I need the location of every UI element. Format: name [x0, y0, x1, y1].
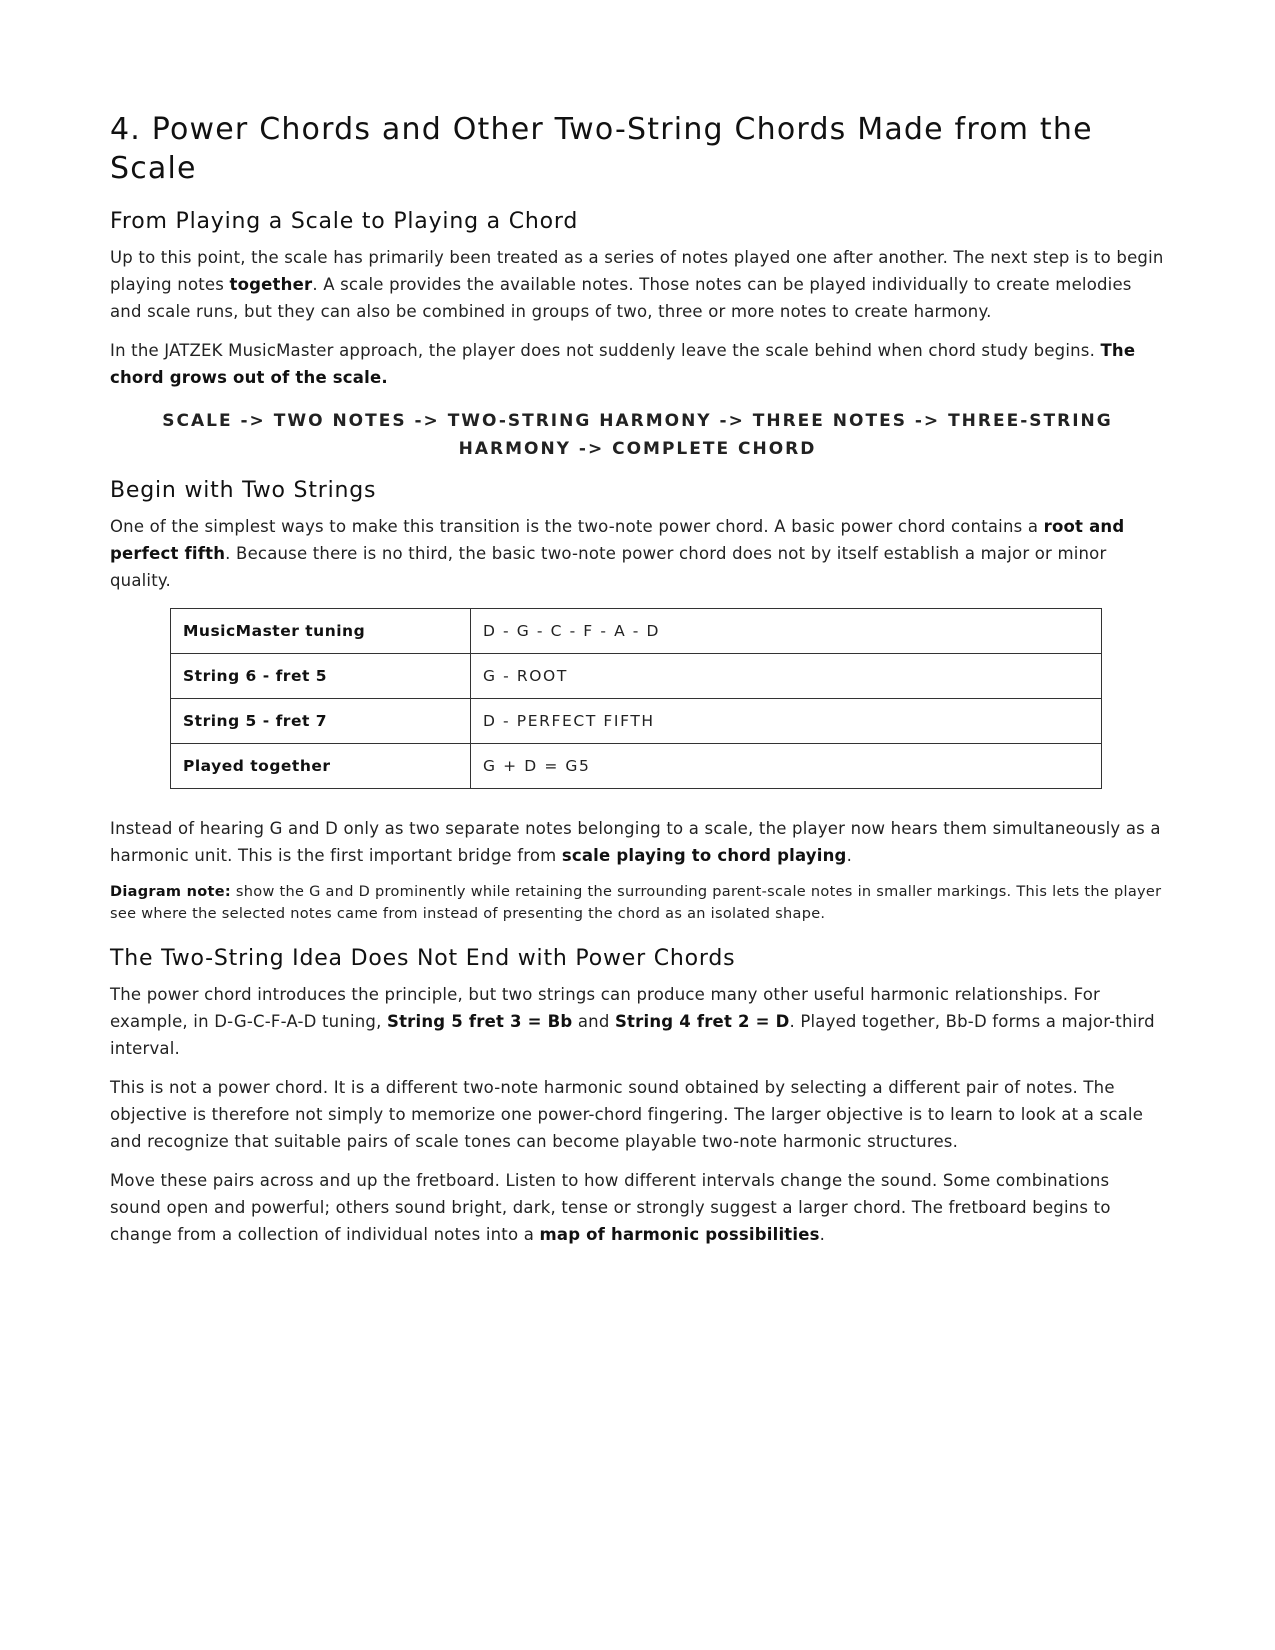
progression-flow: SCALE -> TWO NOTES -> TWO-STRING HARMONY -> THREE NOTES -> THREE-STRING HARMONY -> COMPLETE CHORD	[162, 411, 1113, 459]
paragraph-power-chord	[110, 513, 1165, 594]
text-run: . Because there is no third, the basic two-note power chord does not by itself establish a major or minor quality.	[110, 544, 1107, 590]
text-run: and	[572, 1012, 615, 1031]
diagram-note	[110, 881, 1165, 925]
text-run: .	[819, 1225, 826, 1244]
document-page	[110, 110, 1165, 1260]
table-row	[171, 654, 1102, 699]
text-run: Up to this point, the scale has primarily been treated as a series of notes played one after another. The next step is to begin playing notes	[110, 248, 1164, 294]
paragraph-not-power-chord: This is not a power chord. It is a different two-note harmonic sound obtained by selecting a different pair of notes. The objective is therefore not simply to memorize one power-chord fingering. The larger objective is to learn to look at a scale and recognize that suitable pairs of scale tones can become playable two-note harmonic structures.	[110, 1078, 1144, 1151]
diagram-note-label: Diagram note:	[110, 884, 232, 900]
text-run: The power chord introduces the principle, but two strings can produce many other useful harmonic relationships. For example, in D-G-C-F-A-D tuning,	[110, 985, 1101, 1031]
bold-scale-to-chord: scale playing to chord playing	[561, 846, 847, 865]
bold-together: together	[229, 275, 313, 294]
text-run: . Played together, Bb-D forms a major-third interval.	[110, 1012, 1155, 1058]
table-cell-label: MusicMaster tuning	[171, 609, 471, 654]
bold-string4-fret2: String 4 fret 2 = D	[614, 1012, 790, 1031]
paragraph-harmonic-unit	[110, 815, 1165, 869]
power-chord-table	[170, 608, 1102, 789]
paragraph-intro	[110, 244, 1165, 325]
table-row	[171, 744, 1102, 789]
paragraph-other-intervals	[110, 981, 1165, 1062]
text-run: .	[846, 846, 853, 865]
table-row	[171, 609, 1102, 654]
diagram-note-text: show the G and D prominently while retaining the surrounding parent-scale notes in smaller markings. This lets the player see where the selected notes came from instead of presenting the chord as an isolated shape.	[110, 884, 1162, 922]
bold-string5-fret3: String 5 fret 3 = Bb	[386, 1012, 573, 1031]
bold-chord-grows: The chord grows out of the scale.	[110, 341, 1136, 387]
table-cell-value: D - G - C - F - A - D	[471, 609, 1102, 654]
table-row	[171, 699, 1102, 744]
bold-map-of-possibilities: map of harmonic possibilities	[539, 1225, 820, 1244]
table-cell-value: G - ROOT	[471, 654, 1102, 699]
table-cell-label: Played together	[171, 744, 471, 789]
table-cell-label: String 5 - fret 7	[171, 699, 471, 744]
section-heading-scale-to-chord: From Playing a Scale to Playing a Chord	[110, 209, 579, 234]
paragraph-approach	[110, 337, 1165, 391]
table-cell-value: G + D = G5	[471, 744, 1102, 789]
paragraph-move-pairs	[110, 1167, 1165, 1248]
text-run: One of the simplest ways to make this transition is the two-note power chord. A basic power chord contains a	[110, 517, 1044, 536]
page-title: 4. Power Chords and Other Two-String Chords Made from the Scale	[110, 112, 1093, 186]
table-cell-value: D - PERFECT FIFTH	[471, 699, 1102, 744]
text-run: Move these pairs across and up the fretboard. Listen to how different intervals change the sound. Some combinations sound open and powerful; others sound bright, dark, tense or strongly suggest a larger chord. The fretboard begins to change from a collection of individual notes into a	[110, 1171, 1111, 1244]
section-heading-two-string-idea: The Two-String Idea Does Not End with Power Chords	[110, 946, 736, 971]
text-run: In the JATZEK MusicMaster approach, the player does not suddenly leave the scale behind when chord study begins.	[110, 341, 1101, 360]
text-run: . A scale provides the available notes. Those notes can be played individually to create melodies and scale runs, but they can also be combined in groups of two, three or more notes to create harmony.	[110, 275, 1132, 321]
bold-root-fifth: root and perfect fifth	[110, 517, 1125, 563]
table-cell-label: String 6 - fret 5	[171, 654, 471, 699]
text-run: Instead of hearing G and D only as two separate notes belonging to a scale, the player now hears them simultaneously as a harmonic unit. This is the first important bridge from	[110, 819, 1161, 865]
section-heading-two-strings: Begin with Two Strings	[110, 478, 377, 503]
